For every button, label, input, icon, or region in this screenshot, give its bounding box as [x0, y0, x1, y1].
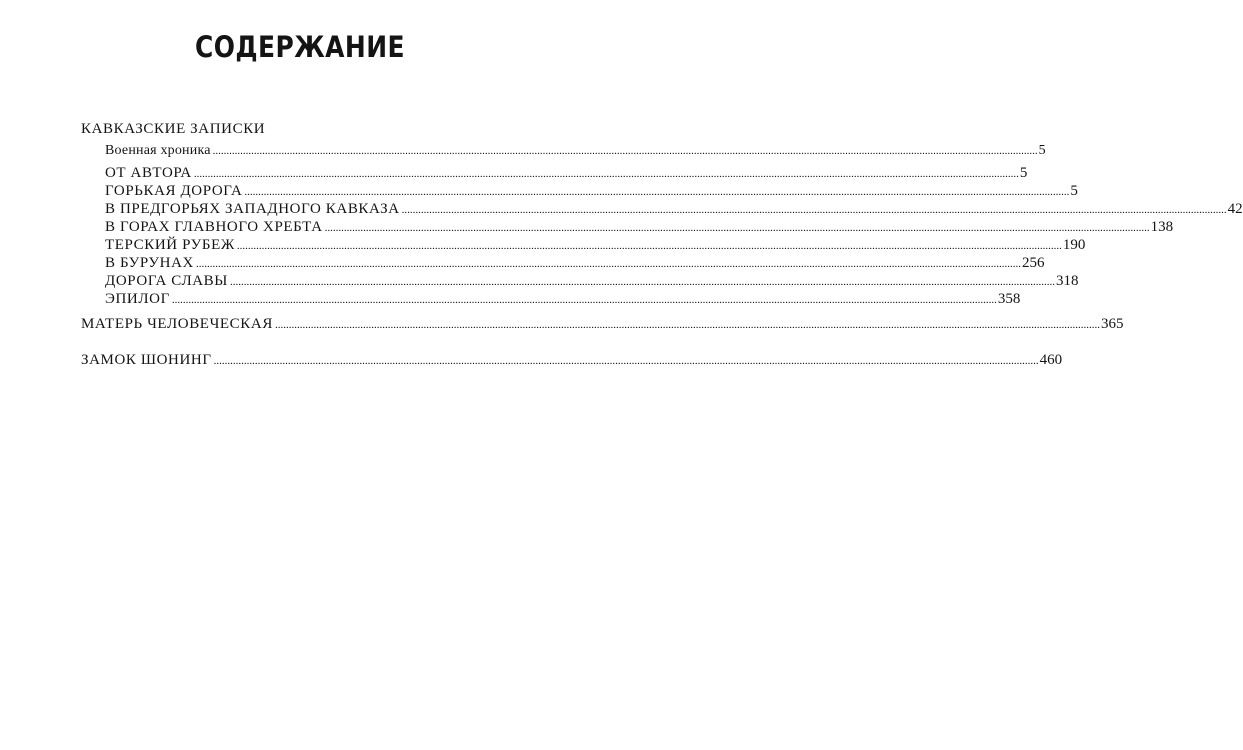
- dot-leader: ............................................................................................................................................................................................................................................................................................................: [229, 276, 1055, 288]
- toc-page-number: 190: [1062, 237, 1086, 253]
- toc-entry-label: Военная хроника: [105, 143, 211, 158]
- toc-page-number: 256: [1021, 255, 1045, 271]
- toc-page-number: 5: [1019, 165, 1028, 181]
- page-title: СОДЕРЖАНИЕ: [195, 30, 405, 64]
- toc-entry-label: МАТЕРЬ ЧЕЛОВЕЧЕСКАЯ: [81, 316, 273, 332]
- dot-leader: ............................................................................................................................................................................................................................................................................................................: [171, 294, 997, 306]
- toc-page-number: 5: [1070, 183, 1078, 199]
- toc-page-number: 138: [1150, 219, 1174, 235]
- toc-page-number: 5: [1038, 143, 1046, 158]
- toc-entry-chapter[interactable]: [105, 237, 1086, 253]
- toc-entry-chapter[interactable]: [105, 291, 1021, 307]
- toc-page-number: 365: [1100, 316, 1124, 332]
- toc-entry-chapter[interactable]: [105, 165, 1028, 181]
- toc-entry-label: ТЕРСКИЙ РУБЕЖ: [105, 237, 235, 253]
- toc-entry-label: В ГОРАХ ГЛАВНОГО ХРЕБТА: [105, 219, 323, 235]
- toc-entry-work[interactable]: [81, 316, 1124, 332]
- toc-page-number: 358: [997, 291, 1021, 307]
- toc-entry-label: В БУРУНАХ: [105, 255, 194, 271]
- toc-page-number: 42: [1227, 201, 1243, 217]
- dot-leader: ............................................................................................................................................................................................................................................................................................................: [195, 258, 1021, 270]
- toc-entry-chapter[interactable]: [105, 201, 1243, 217]
- toc-entry-chapter[interactable]: [105, 273, 1079, 289]
- toc-entry-chapter[interactable]: [105, 255, 1045, 271]
- toc-entry-chapter[interactable]: [105, 219, 1174, 235]
- toc-entry-label: ЭПИЛОГ: [105, 291, 170, 307]
- toc-entry-label: ОТ АВТОРА: [105, 165, 192, 181]
- toc-entry-intro[interactable]: [105, 143, 1046, 158]
- dot-leader: ............................................................................................................................................................................................................................................................................................................: [236, 240, 1062, 252]
- dot-leader: ............................................................................................................................................................................................................................................................................................................: [274, 319, 1100, 331]
- dot-leader: ............................................................................................................................................................................................................................................................................................................: [244, 186, 1070, 198]
- dot-leader: ............................................................................................................................................................................................................................................................................................................: [212, 145, 1038, 157]
- toc-page-number: 460: [1039, 352, 1063, 368]
- toc-entry-label: В ПРЕДГОРЬЯХ ЗАПАДНОГО КАВКАЗА: [105, 201, 400, 217]
- dot-leader: ............................................................................................................................................................................................................................................................................................................: [213, 355, 1039, 367]
- toc-entry-label: ДОРОГА СЛАВЫ: [105, 273, 228, 289]
- toc-entry-chapter[interactable]: [105, 183, 1078, 199]
- dot-leader: ............................................................................................................................................................................................................................................................................................................: [401, 204, 1227, 216]
- dot-leader: ............................................................................................................................................................................................................................................................................................................: [193, 168, 1019, 180]
- toc-page-number: 318: [1055, 273, 1079, 289]
- toc-entry-label: ЗАМОК ШОНИНГ: [81, 352, 212, 368]
- section-heading: КАВКАЗСКИЕ ЗАПИСКИ: [81, 121, 266, 137]
- dot-leader: ............................................................................................................................................................................................................................................................................................................: [324, 222, 1150, 234]
- toc-entry-work[interactable]: [81, 352, 1063, 368]
- toc-entry-label: ГОРЬКАЯ ДОРОГА: [105, 183, 243, 199]
